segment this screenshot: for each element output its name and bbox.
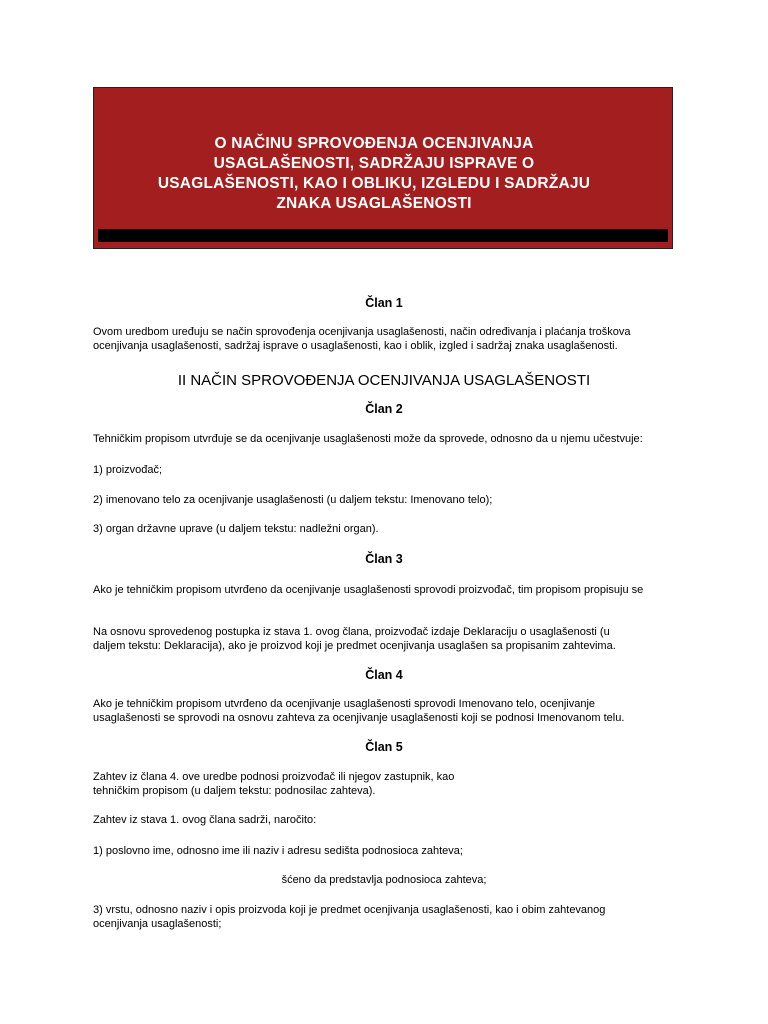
text-line: daljem tekstu: Deklaracija), ako je proizvod koji je predmet ocenjivanja usaglašen sa propisanim zahtevima. [93,639,616,652]
text-line: Ako je tehničkim propisom utvrđeno da ocenjivanje usaglašenosti sprovodi Imenovano telo, ocenjivanje [93,698,596,710]
article-text [93,771,693,798]
title-banner [93,87,673,249]
article-heading: Član 1 [365,296,403,310]
title-line: USAGLAŠENOSTI, KAO I OBLIKU, IZGLEDU I SADRŽAJU [157,175,591,192]
article-text: Zahtev iz stava 1. ovog člana sadrži, naročito: [93,814,317,826]
text-line: Ovom uredbom uređuju se način sprovođenja ocenjivanja usaglašenosti, način određivanja i plaćanja troškova [93,326,631,338]
article-text: Ako je tehničkim propisom utvrđeno da ocenjivanje usaglašenosti sprovodi proizvođač, tim propisom propisuju se [93,584,644,596]
text-line: tehničkim propisom (u daljem tekstu: podnosilac zahteva). [93,784,376,797]
article-heading: Član 4 [365,668,403,682]
list-item-fragment: šćeno da predstavlja podnosioca zahteva; [281,874,487,886]
title-line: ZNAKA USAGLAŠENOSTI [276,195,472,212]
article-heading: Član 2 [365,402,403,416]
article-text [93,626,693,653]
article-heading: Član 5 [365,740,403,754]
text-line: Na osnovu sprovedenog postupka iz stava 1. ovog člana, proizvođač izdaje Deklaraciju o usaglašenosti (u [93,626,610,638]
banner-bottom-bar [98,229,668,242]
text-line: ocenjivanja usaglašenosti; [93,917,222,930]
text-line: usaglašenosti se sprovodi na osnovu zahteva za ocenjivanje usaglašenosti koji se podnosi Imenovanom telu. [93,711,625,724]
text-line: Zahtev iz člana 4. ove uredbe podnosi proizvođač ili njegov zastupnik, kao [93,771,455,783]
article-text [93,698,693,725]
text-line: ocenjivanja usaglašenosti, sadržaj isprave o usaglašenosti, kao i oblik, izgled i sadržaj znaka usaglašenosti. [93,339,618,352]
list-item: 1) poslovno ime, odnosno ime ili naziv i adresu sedišta podnosioca zahteva; [93,845,463,857]
list-item [93,904,693,931]
list-item: 1) proizvođač; [93,464,163,476]
section-heading: II NAČIN SPROVOĐENJA OCENJIVANJA USAGLAŠENOSTI [177,372,591,389]
document-title [94,134,654,214]
text-line: 3) vrstu, odnosno naziv i opis proizvoda koji je predmet ocenjivanja usaglašenosti, kao i obim zahtevanog [93,904,606,916]
article-heading: Član 3 [365,552,403,566]
list-item: 3) organ državne uprave (u daljem tekstu: nadležni organ). [93,523,379,535]
title-line: USAGLAŠENOSTI, SADRŽAJU ISPRAVE O [213,155,535,172]
title-line: O NAČINU SPROVOĐENJA OCENJIVANJA [214,135,534,152]
list-item: 2) imenovano telo za ocenjivanje usaglašenosti (u daljem tekstu: Imenovano telo); [93,494,493,506]
article-text [93,326,693,353]
article-text: Tehničkim propisom utvrđuje se da ocenjivanje usaglašenosti može da sprovede, odnosno da u njemu učestvuje: [93,433,643,445]
